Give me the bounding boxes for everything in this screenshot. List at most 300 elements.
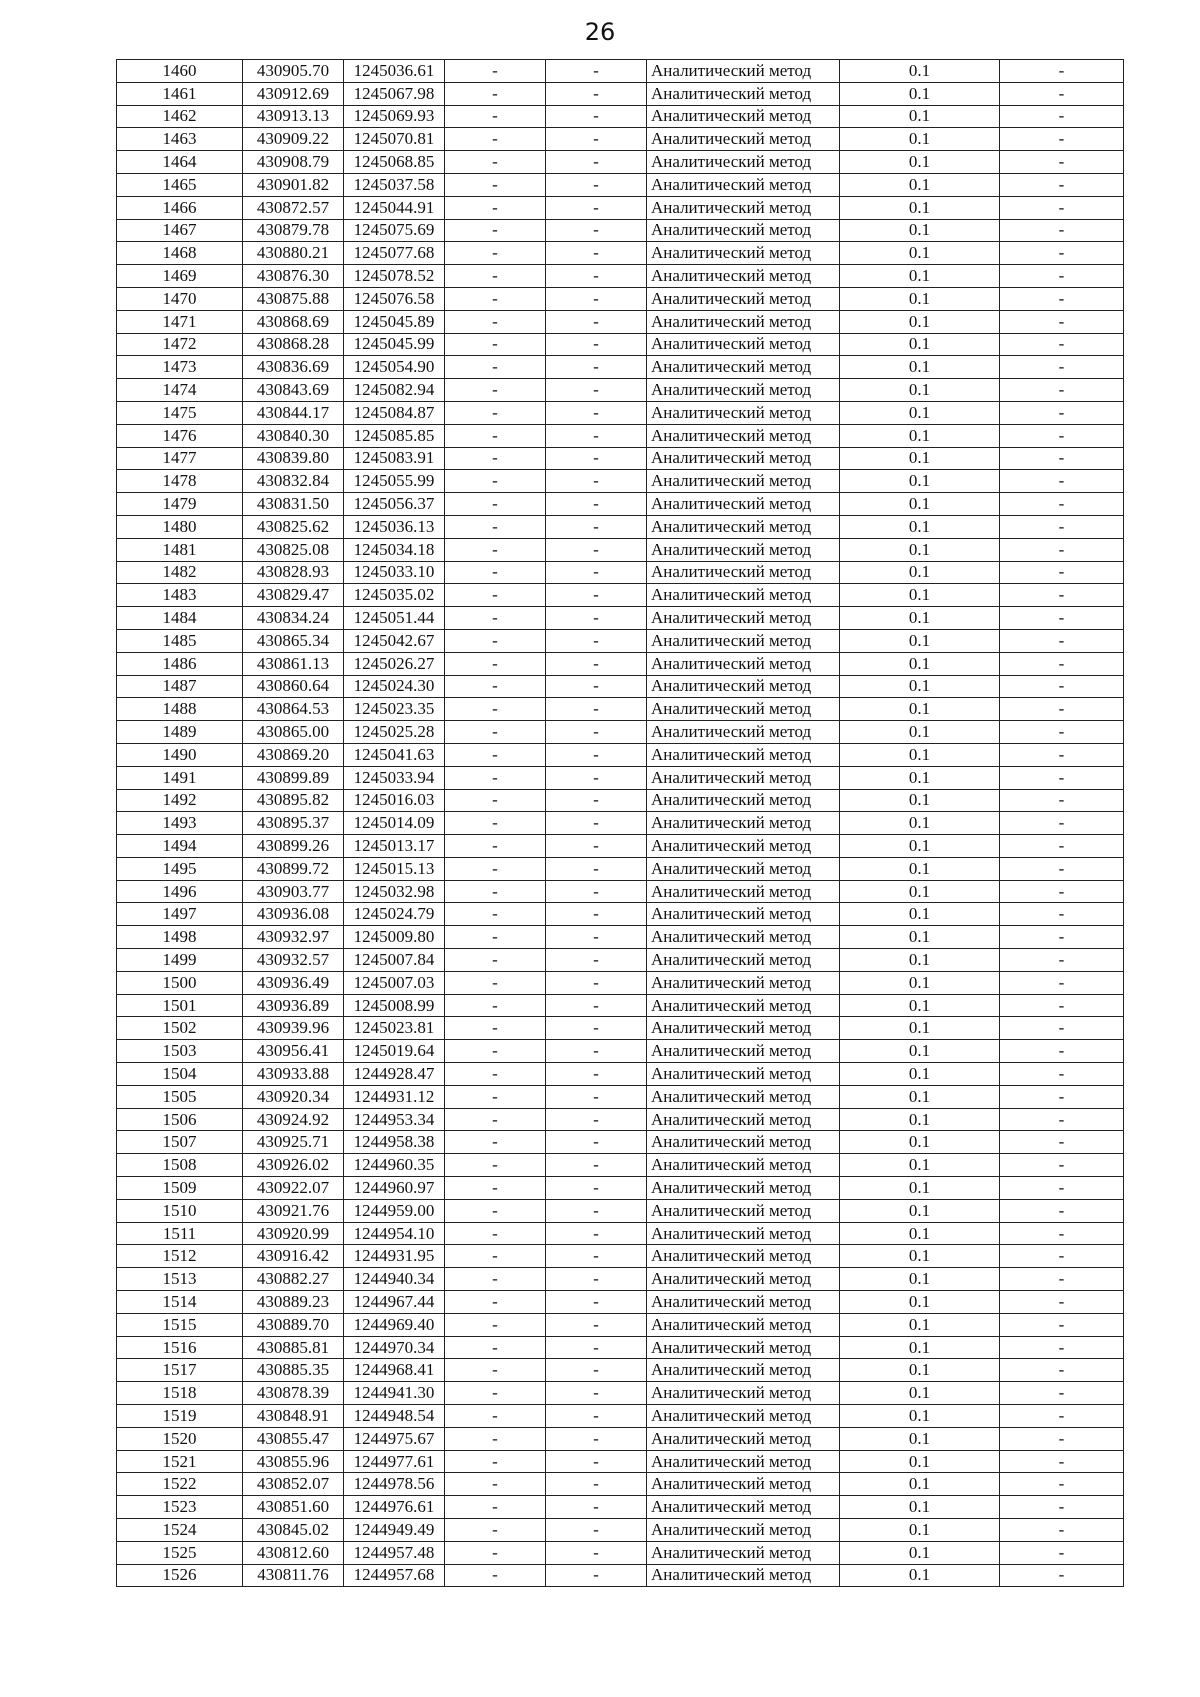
cell-y-coordinate: 1245044.91 (344, 196, 445, 219)
cell-col-5: - (546, 401, 647, 424)
table-row (117, 447, 1124, 470)
cell-col-8: - (1000, 424, 1124, 447)
cell-col-8: - (1000, 1405, 1124, 1428)
cell-accuracy: 0.1 (840, 265, 1000, 288)
table-row (117, 173, 1124, 196)
cell-col-8: - (1000, 1496, 1124, 1519)
cell-y-coordinate: 1244954.10 (344, 1222, 445, 1245)
cell-x-coordinate: 430922.07 (243, 1177, 344, 1200)
cell-method: Аналитический метод (647, 1405, 840, 1428)
cell-col-5: - (546, 242, 647, 265)
cell-point-number: 1509 (117, 1177, 243, 1200)
cell-col-4: - (445, 857, 546, 880)
table-row (117, 356, 1124, 379)
cell-accuracy: 0.1 (840, 903, 1000, 926)
cell-x-coordinate: 430913.13 (243, 105, 344, 128)
cell-y-coordinate: 1245036.61 (344, 60, 445, 83)
cell-method: Аналитический метод (647, 538, 840, 561)
table-row (117, 1405, 1124, 1428)
cell-point-number: 1481 (117, 538, 243, 561)
table-row (117, 1085, 1124, 1108)
cell-x-coordinate: 430909.22 (243, 128, 344, 151)
cell-point-number: 1507 (117, 1131, 243, 1154)
cell-col-4: - (445, 994, 546, 1017)
cell-x-coordinate: 430848.91 (243, 1405, 344, 1428)
cell-method: Аналитический метод (647, 698, 840, 721)
table-row (117, 743, 1124, 766)
cell-method: Аналитический метод (647, 949, 840, 972)
cell-x-coordinate: 430899.26 (243, 835, 344, 858)
cell-col-5: - (546, 219, 647, 242)
cell-col-5: - (546, 105, 647, 128)
cell-method: Аналитический метод (647, 1359, 840, 1382)
cell-accuracy: 0.1 (840, 812, 1000, 835)
cell-method: Аналитический метод (647, 1541, 840, 1564)
cell-col-5: - (546, 880, 647, 903)
cell-col-5: - (546, 82, 647, 105)
table-row (117, 1564, 1124, 1587)
cell-col-8: - (1000, 470, 1124, 493)
cell-col-5: - (546, 766, 647, 789)
cell-col-5: - (546, 1268, 647, 1291)
cell-x-coordinate: 430829.47 (243, 584, 344, 607)
cell-col-5: - (546, 1245, 647, 1268)
cell-accuracy: 0.1 (840, 287, 1000, 310)
cell-col-4: - (445, 1450, 546, 1473)
cell-y-coordinate: 1245023.35 (344, 698, 445, 721)
cell-col-5: - (546, 1063, 647, 1086)
cell-accuracy: 0.1 (840, 1245, 1000, 1268)
cell-y-coordinate: 1245025.28 (344, 721, 445, 744)
cell-method: Аналитический метод (647, 994, 840, 1017)
table-row (117, 265, 1124, 288)
cell-method: Аналитический метод (647, 880, 840, 903)
cell-col-8: - (1000, 1040, 1124, 1063)
cell-point-number: 1482 (117, 561, 243, 584)
cell-col-4: - (445, 1177, 546, 1200)
cell-col-8: - (1000, 812, 1124, 835)
cell-accuracy: 0.1 (840, 82, 1000, 105)
cell-method: Аналитический метод (647, 1268, 840, 1291)
cell-method: Аналитический метод (647, 1085, 840, 1108)
cell-method: Аналитический метод (647, 128, 840, 151)
table-row (117, 242, 1124, 265)
cell-col-4: - (445, 1063, 546, 1086)
cell-point-number: 1517 (117, 1359, 243, 1382)
cell-accuracy: 0.1 (840, 857, 1000, 880)
cell-method: Аналитический метод (647, 1291, 840, 1314)
cell-x-coordinate: 430905.70 (243, 60, 344, 83)
cell-col-5: - (546, 835, 647, 858)
cell-accuracy: 0.1 (840, 401, 1000, 424)
cell-method: Аналитический метод (647, 242, 840, 265)
cell-y-coordinate: 1244928.47 (344, 1063, 445, 1086)
table-row (117, 949, 1124, 972)
table-row (117, 82, 1124, 105)
cell-method: Аналитический метод (647, 1564, 840, 1587)
cell-method: Аналитический метод (647, 1199, 840, 1222)
cell-col-8: - (1000, 1473, 1124, 1496)
cell-point-number: 1501 (117, 994, 243, 1017)
cell-col-8: - (1000, 1177, 1124, 1200)
cell-col-5: - (546, 515, 647, 538)
cell-method: Аналитический метод (647, 903, 840, 926)
cell-point-number: 1472 (117, 333, 243, 356)
cell-method: Аналитический метод (647, 173, 840, 196)
cell-col-8: - (1000, 1222, 1124, 1245)
cell-accuracy: 0.1 (840, 1473, 1000, 1496)
cell-y-coordinate: 1245019.64 (344, 1040, 445, 1063)
cell-point-number: 1460 (117, 60, 243, 83)
cell-col-5: - (546, 584, 647, 607)
cell-col-8: - (1000, 447, 1124, 470)
cell-accuracy: 0.1 (840, 1496, 1000, 1519)
cell-col-5: - (546, 971, 647, 994)
cell-x-coordinate: 430832.84 (243, 470, 344, 493)
cell-col-4: - (445, 1541, 546, 1564)
cell-col-4: - (445, 1336, 546, 1359)
cell-col-5: - (546, 629, 647, 652)
table-row (117, 698, 1124, 721)
cell-method: Аналитический метод (647, 1336, 840, 1359)
table-row (117, 584, 1124, 607)
cell-accuracy: 0.1 (840, 379, 1000, 402)
cell-y-coordinate: 1244970.34 (344, 1336, 445, 1359)
cell-method: Аналитический метод (647, 1017, 840, 1040)
cell-y-coordinate: 1245042.67 (344, 629, 445, 652)
cell-accuracy: 0.1 (840, 1222, 1000, 1245)
cell-accuracy: 0.1 (840, 561, 1000, 584)
cell-point-number: 1504 (117, 1063, 243, 1086)
cell-col-5: - (546, 1291, 647, 1314)
cell-col-5: - (546, 994, 647, 1017)
cell-y-coordinate: 1245026.27 (344, 652, 445, 675)
cell-col-5: - (546, 128, 647, 151)
cell-x-coordinate: 430869.20 (243, 743, 344, 766)
cell-method: Аналитический метод (647, 561, 840, 584)
cell-method: Аналитический метод (647, 219, 840, 242)
cell-accuracy: 0.1 (840, 1177, 1000, 1200)
cell-col-8: - (1000, 721, 1124, 744)
cell-method: Аналитический метод (647, 493, 840, 516)
cell-x-coordinate: 430903.77 (243, 880, 344, 903)
table-row (117, 1177, 1124, 1200)
cell-y-coordinate: 1245077.68 (344, 242, 445, 265)
table-row (117, 1017, 1124, 1040)
cell-x-coordinate: 430836.69 (243, 356, 344, 379)
cell-x-coordinate: 430939.96 (243, 1017, 344, 1040)
cell-col-8: - (1000, 1382, 1124, 1405)
table-row (117, 675, 1124, 698)
cell-col-8: - (1000, 1313, 1124, 1336)
cell-point-number: 1463 (117, 128, 243, 151)
cell-col-5: - (546, 1177, 647, 1200)
cell-col-5: - (546, 424, 647, 447)
cell-point-number: 1466 (117, 196, 243, 219)
cell-point-number: 1491 (117, 766, 243, 789)
cell-col-4: - (445, 1291, 546, 1314)
cell-col-8: - (1000, 629, 1124, 652)
cell-y-coordinate: 1245035.02 (344, 584, 445, 607)
cell-col-4: - (445, 493, 546, 516)
cell-col-5: - (546, 1222, 647, 1245)
cell-x-coordinate: 430828.93 (243, 561, 344, 584)
table-row (117, 766, 1124, 789)
cell-method: Аналитический метод (647, 151, 840, 174)
cell-accuracy: 0.1 (840, 835, 1000, 858)
cell-col-5: - (546, 493, 647, 516)
cell-accuracy: 0.1 (840, 1359, 1000, 1382)
cell-method: Аналитический метод (647, 766, 840, 789)
cell-point-number: 1493 (117, 812, 243, 835)
cell-col-8: - (1000, 835, 1124, 858)
table-row (117, 926, 1124, 949)
cell-col-4: - (445, 1154, 546, 1177)
cell-x-coordinate: 430936.89 (243, 994, 344, 1017)
cell-accuracy: 0.1 (840, 333, 1000, 356)
cell-method: Аналитический метод (647, 401, 840, 424)
cell-method: Аналитический метод (647, 652, 840, 675)
cell-col-4: - (445, 151, 546, 174)
cell-col-5: - (546, 949, 647, 972)
cell-col-5: - (546, 173, 647, 196)
cell-col-4: - (445, 698, 546, 721)
cell-col-4: - (445, 766, 546, 789)
cell-col-8: - (1000, 1017, 1124, 1040)
cell-accuracy: 0.1 (840, 493, 1000, 516)
cell-accuracy: 0.1 (840, 766, 1000, 789)
table-row (117, 401, 1124, 424)
cell-point-number: 1483 (117, 584, 243, 607)
table-row (117, 1541, 1124, 1564)
cell-method: Аналитический метод (647, 265, 840, 288)
table-row (117, 1108, 1124, 1131)
cell-point-number: 1526 (117, 1564, 243, 1587)
cell-point-number: 1508 (117, 1154, 243, 1177)
cell-point-number: 1488 (117, 698, 243, 721)
table-row (117, 196, 1124, 219)
cell-method: Аналитический метод (647, 1131, 840, 1154)
cell-y-coordinate: 1245069.93 (344, 105, 445, 128)
cell-y-coordinate: 1245041.63 (344, 743, 445, 766)
cell-accuracy: 0.1 (840, 1427, 1000, 1450)
cell-y-coordinate: 1244960.97 (344, 1177, 445, 1200)
table-row (117, 971, 1124, 994)
cell-accuracy: 0.1 (840, 219, 1000, 242)
cell-y-coordinate: 1245009.80 (344, 926, 445, 949)
cell-y-coordinate: 1244931.95 (344, 1245, 445, 1268)
cell-point-number: 1522 (117, 1473, 243, 1496)
cell-accuracy: 0.1 (840, 196, 1000, 219)
cell-col-4: - (445, 1427, 546, 1450)
cell-y-coordinate: 1245023.81 (344, 1017, 445, 1040)
cell-method: Аналитический метод (647, 424, 840, 447)
cell-x-coordinate: 430936.49 (243, 971, 344, 994)
cell-col-8: - (1000, 698, 1124, 721)
cell-x-coordinate: 430878.39 (243, 1382, 344, 1405)
cell-col-8: - (1000, 675, 1124, 698)
cell-accuracy: 0.1 (840, 1040, 1000, 1063)
table-row (117, 652, 1124, 675)
cell-method: Аналитический метод (647, 447, 840, 470)
cell-col-5: - (546, 1496, 647, 1519)
cell-col-8: - (1000, 949, 1124, 972)
cell-col-8: - (1000, 1519, 1124, 1542)
cell-method: Аналитический метод (647, 789, 840, 812)
table-row (117, 994, 1124, 1017)
cell-accuracy: 0.1 (840, 1154, 1000, 1177)
cell-y-coordinate: 1245007.03 (344, 971, 445, 994)
cell-col-5: - (546, 698, 647, 721)
cell-method: Аналитический метод (647, 1427, 840, 1450)
cell-col-8: - (1000, 333, 1124, 356)
table-row (117, 493, 1124, 516)
cell-method: Аналитический метод (647, 812, 840, 835)
cell-col-5: - (546, 652, 647, 675)
table-row (117, 1199, 1124, 1222)
cell-col-8: - (1000, 652, 1124, 675)
cell-method: Аналитический метод (647, 1313, 840, 1336)
cell-y-coordinate: 1244975.67 (344, 1427, 445, 1450)
cell-point-number: 1511 (117, 1222, 243, 1245)
cell-x-coordinate: 430855.47 (243, 1427, 344, 1450)
cell-col-5: - (546, 196, 647, 219)
cell-col-5: - (546, 538, 647, 561)
cell-method: Аналитический метод (647, 1154, 840, 1177)
cell-col-5: - (546, 1336, 647, 1359)
cell-col-5: - (546, 310, 647, 333)
cell-col-8: - (1000, 265, 1124, 288)
cell-method: Аналитический метод (647, 470, 840, 493)
cell-y-coordinate: 1244941.30 (344, 1382, 445, 1405)
cell-point-number: 1494 (117, 835, 243, 858)
cell-col-8: - (1000, 287, 1124, 310)
cell-col-4: - (445, 401, 546, 424)
cell-col-4: - (445, 1245, 546, 1268)
cell-col-4: - (445, 105, 546, 128)
cell-method: Аналитический метод (647, 105, 840, 128)
cell-point-number: 1486 (117, 652, 243, 675)
cell-col-8: - (1000, 1427, 1124, 1450)
cell-col-8: - (1000, 128, 1124, 151)
cell-col-4: - (445, 561, 546, 584)
cell-x-coordinate: 430936.08 (243, 903, 344, 926)
cell-method: Аналитический метод (647, 379, 840, 402)
cell-col-4: - (445, 675, 546, 698)
cell-y-coordinate: 1245015.13 (344, 857, 445, 880)
cell-point-number: 1519 (117, 1405, 243, 1428)
cell-method: Аналитический метод (647, 971, 840, 994)
cell-accuracy: 0.1 (840, 652, 1000, 675)
cell-y-coordinate: 1245007.84 (344, 949, 445, 972)
cell-x-coordinate: 430916.42 (243, 1245, 344, 1268)
cell-col-4: - (445, 812, 546, 835)
table-row (117, 1222, 1124, 1245)
cell-point-number: 1520 (117, 1427, 243, 1450)
cell-x-coordinate: 430845.02 (243, 1519, 344, 1542)
cell-col-8: - (1000, 1085, 1124, 1108)
cell-y-coordinate: 1244960.35 (344, 1154, 445, 1177)
cell-col-5: - (546, 1040, 647, 1063)
cell-method: Аналитический метод (647, 607, 840, 630)
cell-accuracy: 0.1 (840, 447, 1000, 470)
cell-col-8: - (1000, 515, 1124, 538)
cell-point-number: 1490 (117, 743, 243, 766)
cell-col-5: - (546, 1108, 647, 1131)
cell-col-4: - (445, 470, 546, 493)
cell-method: Аналитический метод (647, 82, 840, 105)
cell-col-5: - (546, 1199, 647, 1222)
cell-col-5: - (546, 1359, 647, 1382)
cell-accuracy: 0.1 (840, 538, 1000, 561)
cell-y-coordinate: 1244958.38 (344, 1131, 445, 1154)
cell-point-number: 1477 (117, 447, 243, 470)
cell-x-coordinate: 430868.28 (243, 333, 344, 356)
table-row (117, 1245, 1124, 1268)
cell-y-coordinate: 1245084.87 (344, 401, 445, 424)
cell-method: Аналитический метод (647, 1519, 840, 1542)
cell-point-number: 1475 (117, 401, 243, 424)
cell-accuracy: 0.1 (840, 584, 1000, 607)
cell-col-5: - (546, 675, 647, 698)
cell-col-4: - (445, 629, 546, 652)
cell-accuracy: 0.1 (840, 789, 1000, 812)
cell-x-coordinate: 430882.27 (243, 1268, 344, 1291)
cell-y-coordinate: 1245068.85 (344, 151, 445, 174)
cell-point-number: 1499 (117, 949, 243, 972)
cell-x-coordinate: 430932.97 (243, 926, 344, 949)
cell-col-8: - (1000, 60, 1124, 83)
table-row (117, 333, 1124, 356)
cell-method: Аналитический метод (647, 515, 840, 538)
cell-accuracy: 0.1 (840, 1336, 1000, 1359)
cell-accuracy: 0.1 (840, 242, 1000, 265)
cell-col-5: - (546, 743, 647, 766)
cell-method: Аналитический метод (647, 675, 840, 698)
cell-x-coordinate: 430825.62 (243, 515, 344, 538)
cell-x-coordinate: 430861.13 (243, 652, 344, 675)
cell-accuracy: 0.1 (840, 1268, 1000, 1291)
cell-col-5: - (546, 789, 647, 812)
cell-col-8: - (1000, 1199, 1124, 1222)
cell-point-number: 1473 (117, 356, 243, 379)
cell-point-number: 1462 (117, 105, 243, 128)
cell-point-number: 1471 (117, 310, 243, 333)
cell-x-coordinate: 430926.02 (243, 1154, 344, 1177)
cell-accuracy: 0.1 (840, 721, 1000, 744)
cell-y-coordinate: 1244959.00 (344, 1199, 445, 1222)
cell-y-coordinate: 1245033.10 (344, 561, 445, 584)
table-row (117, 1450, 1124, 1473)
table-row (117, 789, 1124, 812)
cell-accuracy: 0.1 (840, 1199, 1000, 1222)
table-row (117, 424, 1124, 447)
cell-col-4: - (445, 287, 546, 310)
cell-accuracy: 0.1 (840, 607, 1000, 630)
cell-col-5: - (546, 1541, 647, 1564)
cell-col-8: - (1000, 242, 1124, 265)
cell-point-number: 1487 (117, 675, 243, 698)
cell-col-5: - (546, 903, 647, 926)
cell-y-coordinate: 1245054.90 (344, 356, 445, 379)
table-row (117, 105, 1124, 128)
cell-col-8: - (1000, 1108, 1124, 1131)
cell-x-coordinate: 430933.88 (243, 1063, 344, 1086)
cell-x-coordinate: 430889.23 (243, 1291, 344, 1314)
table-row (117, 721, 1124, 744)
cell-col-4: - (445, 173, 546, 196)
cell-accuracy: 0.1 (840, 173, 1000, 196)
